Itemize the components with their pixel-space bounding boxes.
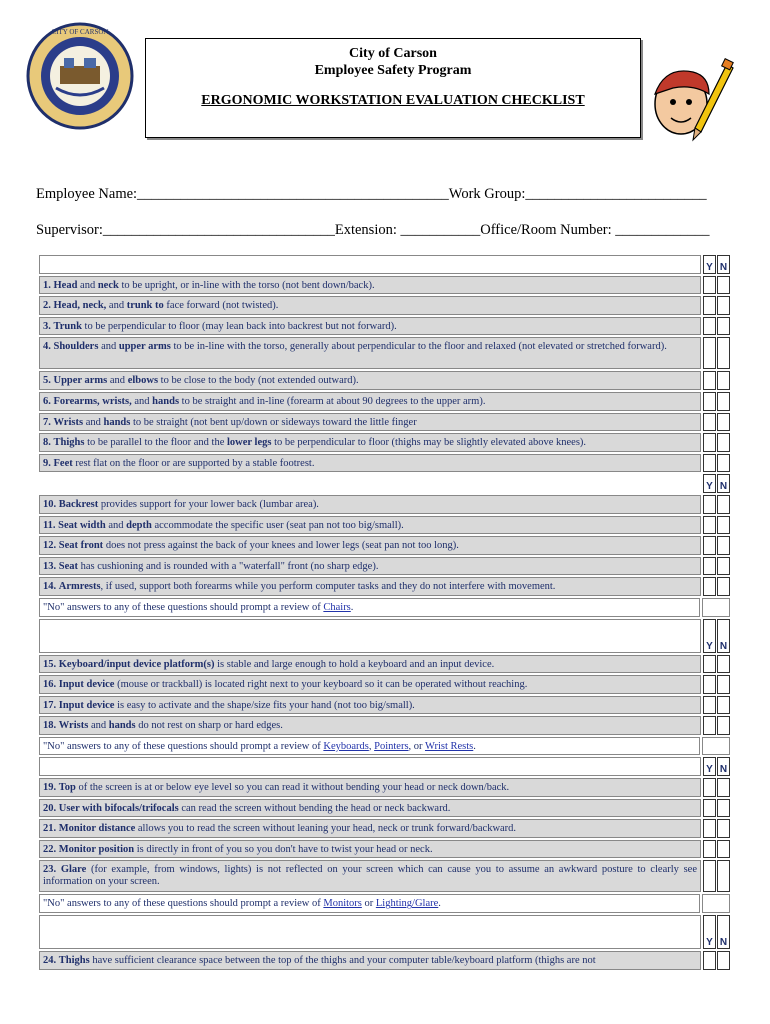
yes-checkbox[interactable] — [703, 840, 716, 859]
yes-checkbox[interactable] — [703, 413, 716, 432]
yes-checkbox[interactable] — [703, 716, 716, 735]
checklist-row — [38, 515, 730, 536]
yes-checkbox[interactable] — [703, 392, 716, 411]
no-checkbox[interactable] — [717, 675, 730, 694]
section-header-row — [38, 254, 730, 275]
note-spacer — [702, 737, 730, 756]
question-text: 21. Monitor distance allows you to read the screen without leaning your head, neck or trunk forward/backward. — [39, 819, 701, 838]
checklist-row — [38, 336, 730, 370]
yes-checkbox[interactable] — [703, 516, 716, 535]
n-column-label: N — [717, 619, 730, 653]
checklist-row — [38, 818, 730, 839]
yes-checkbox[interactable] — [703, 951, 716, 970]
no-checkbox[interactable] — [717, 317, 730, 336]
y-column-label: Y — [703, 915, 716, 949]
question-text: 23. Glare (for example, from windows, lights) is not reflected on your screen which can cause you to assume an awkward posture to clearly see information on your screen. — [39, 860, 701, 892]
question-text: 11. Seat width and depth accommodate the specific user (seat pan not too big/small). — [39, 516, 701, 535]
checklist-row — [38, 695, 730, 716]
review-note-row — [38, 597, 730, 618]
supervisor-field[interactable]: Supervisor:________________________________Extension: ___________Office/Room Number: _____________ — [36, 222, 710, 238]
review-note-row — [38, 736, 730, 757]
svg-text:CITY OF CARSON: CITY OF CARSON — [51, 28, 109, 36]
yes-checkbox[interactable] — [703, 655, 716, 674]
header-city: City of Carson — [349, 46, 437, 61]
note-spacer — [702, 894, 730, 913]
question-text: 2. Head, neck, and trunk to face forward (not twisted). — [39, 296, 701, 315]
no-checkbox[interactable] — [717, 454, 730, 473]
section-header-row — [38, 473, 730, 494]
yes-checkbox[interactable] — [703, 337, 716, 369]
yes-checkbox[interactable] — [703, 276, 716, 295]
no-checkbox[interactable] — [717, 413, 730, 432]
keyboards-link[interactable]: Keyboards — [323, 740, 369, 752]
no-checkbox[interactable] — [717, 536, 730, 555]
question-text: 22. Monitor position is directly in front of you so you don't have to twist your head or neck. — [39, 840, 701, 859]
section-header-row — [38, 914, 730, 950]
yes-checkbox[interactable] — [703, 819, 716, 838]
yes-checkbox[interactable] — [703, 675, 716, 694]
question-text: 6. Forearms, wrists, and hands to be straight and in-line (forearm at about 90 degrees to the upper arm). — [39, 392, 701, 411]
n-column-label: N — [717, 757, 730, 776]
employee-name-field[interactable]: Employee Name:___________________________________________Work Group:_________________________ — [36, 186, 707, 202]
review-note-chairs: "No" answers to any of these questions should prompt a review of Chairs. — [39, 598, 700, 617]
question-text: 7. Wrists and hands to be straight (not bent up/down or sideways toward the little finger — [39, 413, 701, 432]
n-column-label: N — [717, 915, 730, 949]
checklist-row — [38, 453, 730, 474]
review-note-row — [38, 893, 730, 914]
no-checkbox[interactable] — [717, 433, 730, 452]
y-column-label: Y — [703, 474, 716, 493]
no-checkbox[interactable] — [717, 276, 730, 295]
no-checkbox[interactable] — [717, 716, 730, 735]
checklist-row — [38, 798, 730, 819]
checklist-row — [38, 576, 730, 597]
no-checkbox[interactable] — [717, 371, 730, 390]
yes-checkbox[interactable] — [703, 557, 716, 576]
checklist-row — [38, 715, 730, 736]
header-box — [145, 38, 641, 138]
wrist-rests-link[interactable]: Wrist Rests — [424, 740, 474, 752]
question-text: 18. Wrists and hands do not rest on sharp or hard edges. — [39, 716, 701, 735]
yes-checkbox[interactable] — [703, 799, 716, 818]
question-text: 14. Armrests, if used, support both forearms while you perform computer tasks and they do not interfere with movement. — [39, 577, 701, 596]
section-header-cell — [39, 619, 701, 653]
checklist-row — [38, 412, 730, 433]
no-checkbox[interactable] — [717, 296, 730, 315]
chairs-link[interactable]: Chairs — [323, 601, 351, 613]
checklist-row — [38, 295, 730, 316]
section-header-row — [38, 756, 730, 777]
checklist-row — [38, 654, 730, 675]
checklist-row — [38, 535, 730, 556]
checklist-row — [38, 950, 730, 971]
section-header-cell — [39, 255, 701, 274]
question-text: 4. Shoulders and upper arms to be in-line with the torso, generally about perpendicular to the floor and relaxed (not elevated or stretched forward). — [39, 337, 701, 369]
pencil-mascot-icon — [643, 58, 735, 144]
yes-checkbox[interactable] — [703, 577, 716, 596]
checklist-row — [38, 839, 730, 860]
question-text: 3. Trunk to be perpendicular to floor (may lean back into backrest but not forward). — [39, 317, 701, 336]
question-text: 13. Seat has cushioning and is rounded with a "waterfall" front (no sharp edge). — [39, 557, 701, 576]
checklist-row — [38, 859, 730, 893]
checklist-row — [38, 494, 730, 515]
review-note-keyboards: "No" answers to any of these questions should prompt a review of Keyboards, Pointers, or Wrist Rests. — [39, 737, 700, 756]
checklist-row — [38, 275, 730, 296]
yes-checkbox[interactable] — [703, 696, 716, 715]
y-column-label: Y — [703, 757, 716, 776]
yes-checkbox[interactable] — [703, 433, 716, 452]
question-text: 19. Top of the screen is at or below eye level so you can read it without bending your head or neck down/back. — [39, 778, 701, 797]
yes-checkbox[interactable] — [703, 371, 716, 390]
no-checkbox[interactable] — [717, 577, 730, 596]
lighting-glare-link[interactable]: Lighting/Glare — [375, 898, 439, 910]
no-checkbox[interactable] — [717, 840, 730, 859]
checklist-row — [38, 432, 730, 453]
checklist-row — [38, 391, 730, 412]
yes-checkbox[interactable] — [703, 296, 716, 315]
question-text: 17. Input device is easy to activate and the shape/size fits your hand (not too big/small). — [39, 696, 701, 715]
header-title: ERGONOMIC WORKSTATION EVALUATION CHECKLIST — [201, 93, 585, 108]
no-checkbox[interactable] — [717, 516, 730, 535]
question-text: 24. Thighs have sufficient clearance space between the top of the thighs and your computer table/keyboard platform (thighs are not — [39, 951, 701, 970]
yes-checkbox[interactable] — [703, 317, 716, 336]
yes-checkbox[interactable] — [703, 860, 716, 892]
checklist-row — [38, 316, 730, 337]
question-text: 5. Upper arms and elbows to be close to the body (not extended outward). — [39, 371, 701, 390]
y-column-label: Y — [703, 619, 716, 653]
question-text: 20. User with bifocals/trifocals can read the screen without bending the head or neck backward. — [39, 799, 701, 818]
no-checkbox[interactable] — [717, 819, 730, 838]
section-spacer — [38, 473, 702, 494]
no-checkbox[interactable] — [717, 655, 730, 674]
question-text: 8. Thighs to be parallel to the floor and the lower legs to be perpendicular to floor (thighs may be slightly elevated above knees). — [39, 433, 701, 452]
no-checkbox[interactable] — [717, 799, 730, 818]
n-column-label: N — [717, 255, 730, 274]
review-note-monitors: "No" answers to any of these questions should prompt a review of Monitors or Lighting/Glare. — [39, 894, 700, 913]
yes-checkbox[interactable] — [703, 536, 716, 555]
yes-checkbox[interactable] — [703, 454, 716, 473]
question-text: 1. Head and neck to be upright, or in-line with the torso (not bent down/back). — [39, 276, 701, 295]
checklist-row — [38, 556, 730, 577]
yes-checkbox[interactable] — [703, 778, 716, 797]
section-header-cell — [39, 915, 701, 949]
question-text: 10. Backrest provides support for your lower back (lumbar area). — [39, 495, 701, 514]
note-spacer — [702, 598, 730, 617]
city-seal-logo — [26, 22, 134, 130]
no-checkbox[interactable] — [717, 392, 730, 411]
checklist-table — [38, 254, 730, 971]
no-checkbox[interactable] — [717, 337, 730, 369]
pointers-link[interactable]: Pointers — [374, 740, 409, 752]
question-text: 9. Feet rest flat on the floor or are supported by a stable footrest. — [39, 454, 701, 473]
no-checkbox[interactable] — [717, 696, 730, 715]
no-checkbox[interactable] — [717, 951, 730, 970]
header-program: Employee Safety Program — [314, 63, 472, 78]
monitors-link[interactable]: Monitors — [323, 898, 362, 910]
question-text: 12. Seat front does not press against the back of your knees and lower legs (seat pan not too long). — [39, 536, 701, 555]
checklist-row — [38, 777, 730, 798]
checklist-row — [38, 674, 730, 695]
yes-checkbox[interactable] — [703, 495, 716, 514]
checklist-row — [38, 370, 730, 391]
section-header-cell — [39, 757, 701, 776]
no-checkbox[interactable] — [717, 557, 730, 576]
question-text: 15. Keyboard/input device platform(s) is stable and large enough to hold a keyboard and an input device. — [39, 655, 701, 674]
question-text: 16. Input device (mouse or trackball) is located right next to your keyboard so it can be operated without reaching. — [39, 675, 701, 694]
n-column-label: N — [717, 474, 730, 493]
no-checkbox[interactable] — [717, 860, 730, 892]
no-checkbox[interactable] — [717, 778, 730, 797]
section-header-row — [38, 618, 730, 654]
no-checkbox[interactable] — [717, 495, 730, 514]
y-column-label: Y — [703, 255, 716, 274]
